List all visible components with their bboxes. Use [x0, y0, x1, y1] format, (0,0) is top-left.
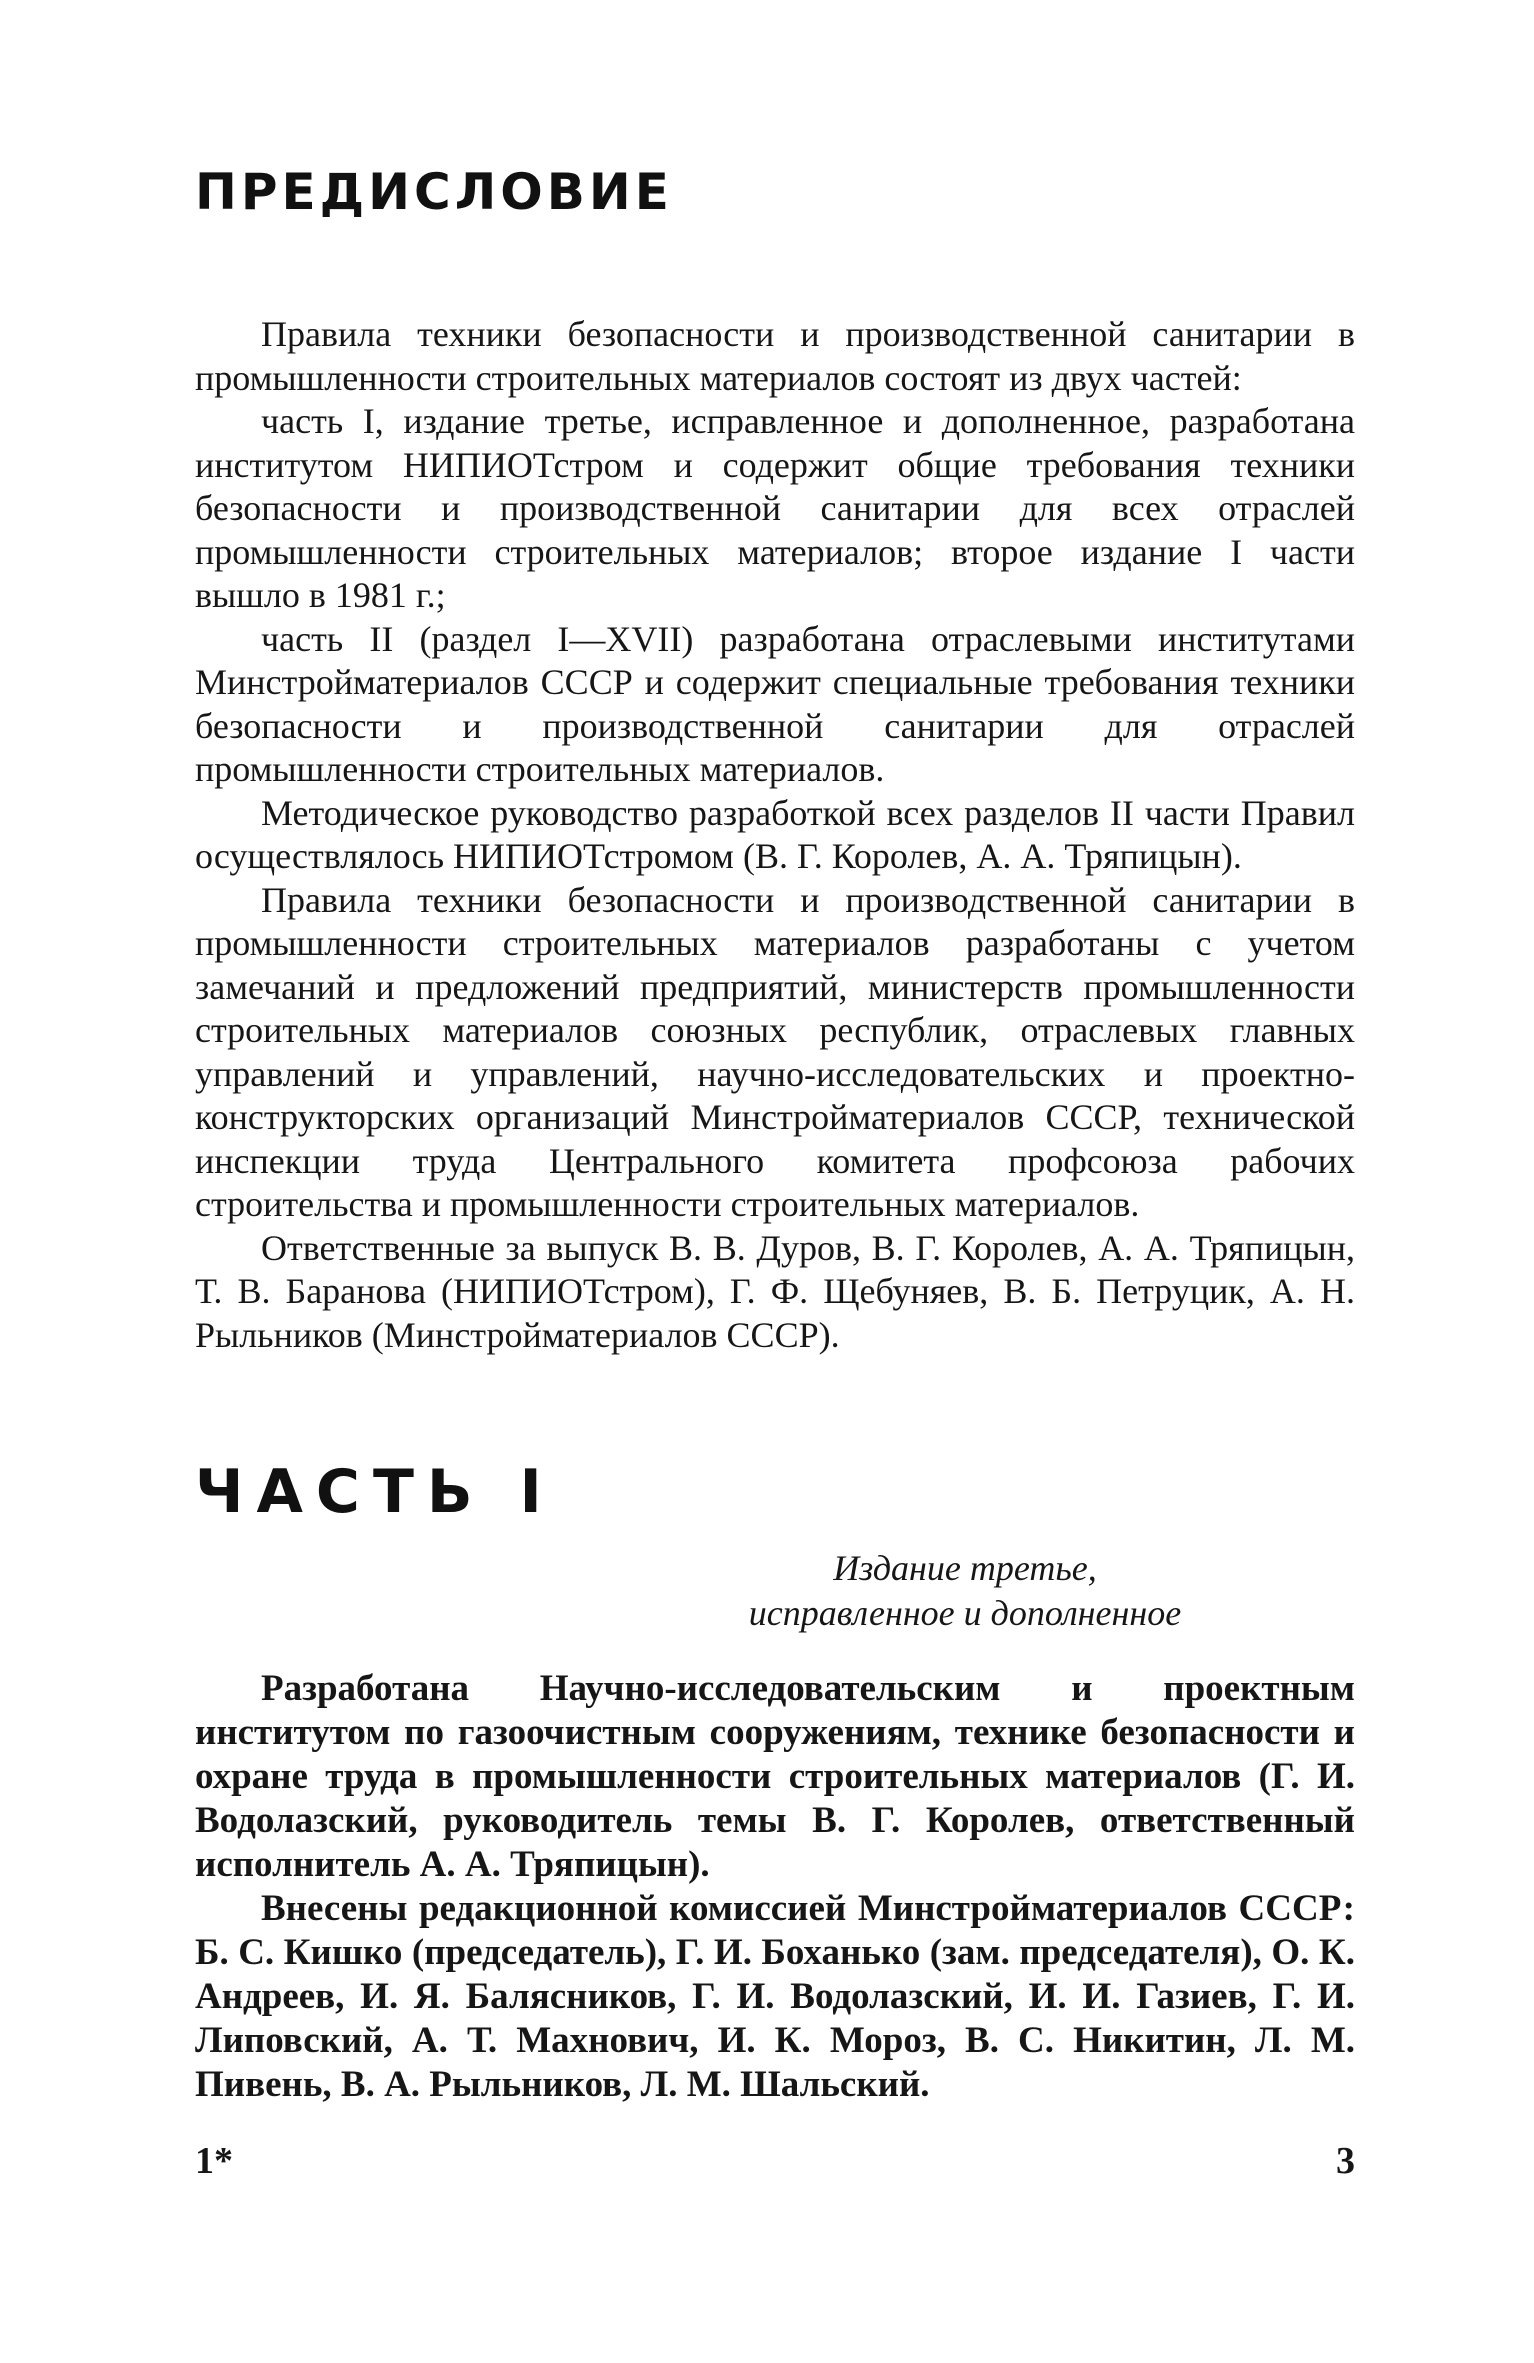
book-page	[195, 0, 1355, 2363]
preface-heading: ПРЕДИСЛОВИЕ	[195, 163, 673, 221]
preface-paragraph: Ответственные за выпуск В. В. Дуров, В. Г. Королев, А. А. Тряпицын, Т. В. Баранова (НИПИОТстром), Г. Ф. Щебуняев, В. Б. Петруцик, А. Н. Рыльников (Минстройматериалов СССР).	[195, 1227, 1355, 1355]
preface-paragraph: часть I, издание третье, исправленное и дополненное, разработана институтом НИПИОТстром и содержит общие требования техники безопасности и производственной санитарии для всех отраслей промышленности строительных материалов; второе издание I части вышло в 1981 г.;	[195, 401, 1355, 615]
preface-text	[195, 313, 1355, 1357]
preface-paragraph: часть II (раздел I—XVII) разработана отраслевыми институтами Минстройматериалов СССР и содержит специальные требования техники безопасности и производственной санитарии для отраслей промышленности строительных материалов.	[195, 618, 1355, 789]
part-text	[195, 1667, 1355, 2107]
part-paragraph: Разработана Научно-исследовательским и проектным институтом по газоочистным сооружениям, технике безопасности и охране труда в промышленности строительных материалов (Г. И. Водолазский, руководитель темы В. Г. Королев, ответственный исполнитель А. А. Тряпицын).	[195, 1668, 1355, 1885]
signature-mark: 1*	[195, 2140, 233, 2182]
edition-note	[195, 1546, 1355, 1636]
preface-paragraph: Методическое руководство разработкой всех разделов II части Правил осуществлялось НИПИОТстромом (В. Г. Королев, А. А. Тряпицын).	[195, 792, 1355, 876]
part-heading: ЧАСТЬ I	[195, 1457, 555, 1527]
edition-line: исправленное и дополненное	[748, 1593, 1182, 1633]
edition-line: Издание третье,	[833, 1548, 1097, 1588]
page-number: 3	[1336, 2140, 1355, 2182]
part-paragraph: Внесены редакционной комиссией Минстройматериалов СССР: Б. С. Кишко (председатель), Г. И. Боханько (зам. председателя), О. К. Андреев, И. Я. Балясников, Г. И. Водолазский, И. И. Газиев, Г. И. Липовский, А. Т. Махнович, И. К. Мороз, В. С. Никитин, Л. М. Пивень, В. А. Рыльников, Л. М. Шальский.	[195, 1888, 1355, 2105]
preface-paragraph: Правила техники безопасности и производственной санитарии в промышленности строительных материалов разработаны с учетом замечаний и предложений предприятий, министерств промышленности строительных материалов союзных республик, отраслевых главных управлений и управлений, научно-исследовательских и проектно-конструкторских организаций Минстройматериалов СССР, технической инспекции труда Центрального комитета профсоюза рабочих строительства и промышленности строительных материалов.	[195, 879, 1355, 1224]
preface-paragraph: Правила техники безопасности и производственной санитарии в промышленности строительных материалов состоят из двух частей:	[195, 314, 1355, 398]
